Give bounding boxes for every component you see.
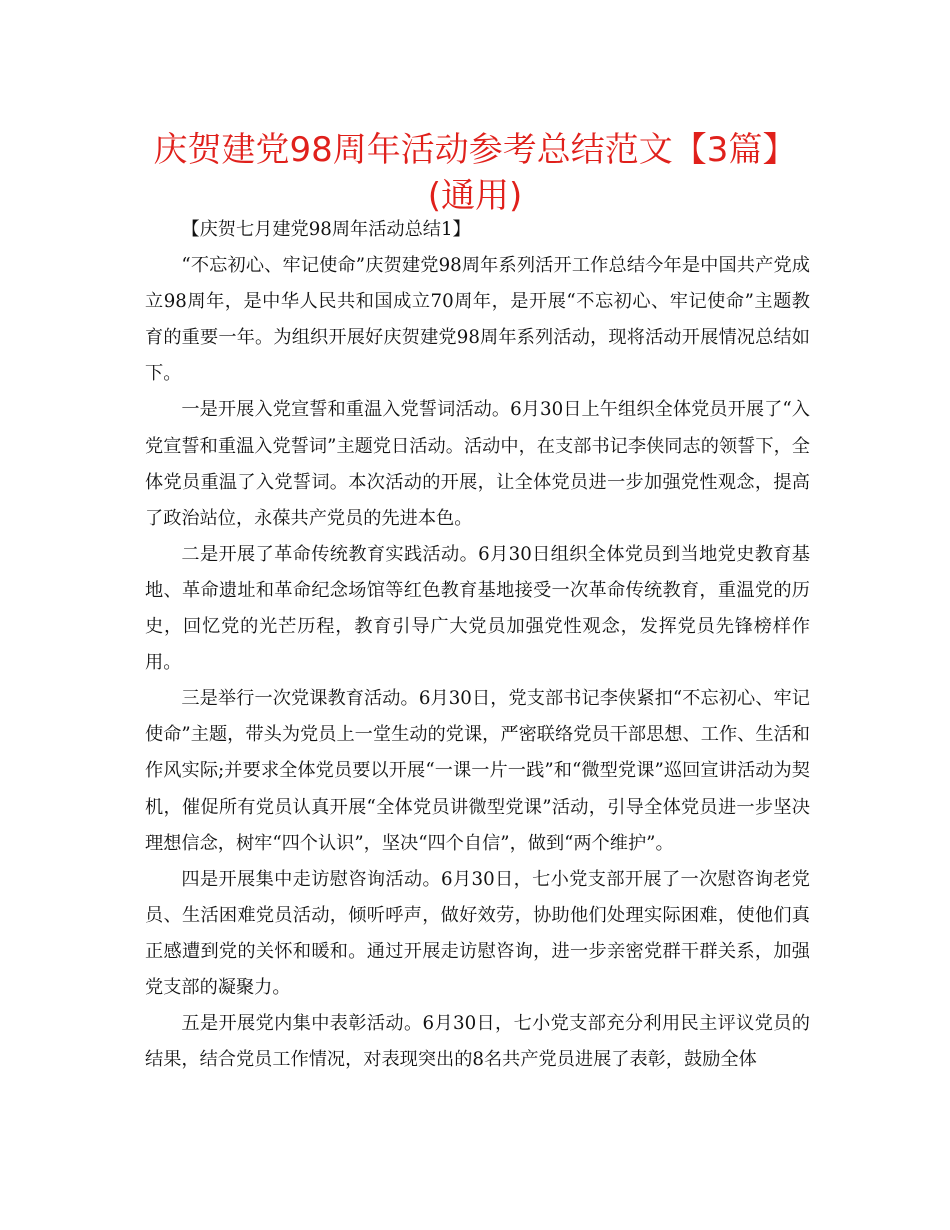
document-title-suffix: (通用): [427, 176, 523, 216]
paragraph-item-5: 五是开展党内集中表彰活动。6月30日，七小党支部充分利用民主评议党员的结果，结合党员工作情况，对表现突出的8名共产党员进展了表彰，鼓励全体: [145, 1013, 810, 1071]
paragraph-item-2: 二是开展了革命传统教育实践活动。6月30日组织全体党员到当地党史教育基地、革命遗址和革命纪念场馆等红色教育基地接受一次革命传统教育，重温党的历史，回忆党的光芒历程，教育引导广大党员加强党性观念，发挥党员先锋榜样作用。: [145, 543, 810, 674]
paragraph-intro: “不忘初心、牢记使命”庆贺建党98周年系列活开工作总结今年是中国共产党成立98周年，是中华人民共和国成立70周年，是开展“不忘初心、牢记使命”主题教育的重要一年。为组织开展好庆贺建党98周年系列活动，现将活动开展情况总结如下。: [145, 255, 810, 385]
document-body: [145, 212, 810, 1078]
paragraph-item-4: 四是开展集中走访慰咨询活动。6月30日，七小党支部开展了一次慰咨询老党员、生活困难党员活动，倾听呼声，做好效劳，协助他们处理实际困难，使他们真正感遭到党的关怀和暖和。通过开展走访慰咨询，进一步亲密党群干群关系，加强党支部的凝聚力。: [145, 868, 810, 998]
section-heading: 【庆贺七月建党98周年活动总结1】: [181, 219, 471, 240]
document-title: 庆贺建党98周年活动参考总结范文【3篇】: [153, 130, 797, 170]
paragraph-item-3: 三是举行一次党课教育活动。6月30日，党支部书记李侠紧扣“不忘初心、牢记使命”主题，带头为党员上一堂生动的党课，严密联络党员干部思想、工作、生活和作风实际;并要求全体党员要以开展“一课一片一践”和“微型党课”巡回宣讲活动为契机，催促所有党员认真开展“全体党员讲微型党课”活动，引导全体党员进一步坚决理想信念，树牢“四个认识”，坚决“四个自信”，做到“两个维护”。: [145, 688, 810, 854]
paragraph-item-1: 一是开展入党宣誓和重温入党誓词活动。6月30日上午组织全体党员开展了“入党宣誓和重温入党誓词”主题党日活动。活动中，在支部书记李侠同志的领誓下，全体党员重温了入党誓词。本次活动的开展，让全体党员进一步加强党性观念，提高了政治站位，永葆共产党员的先进本色。: [145, 399, 810, 529]
